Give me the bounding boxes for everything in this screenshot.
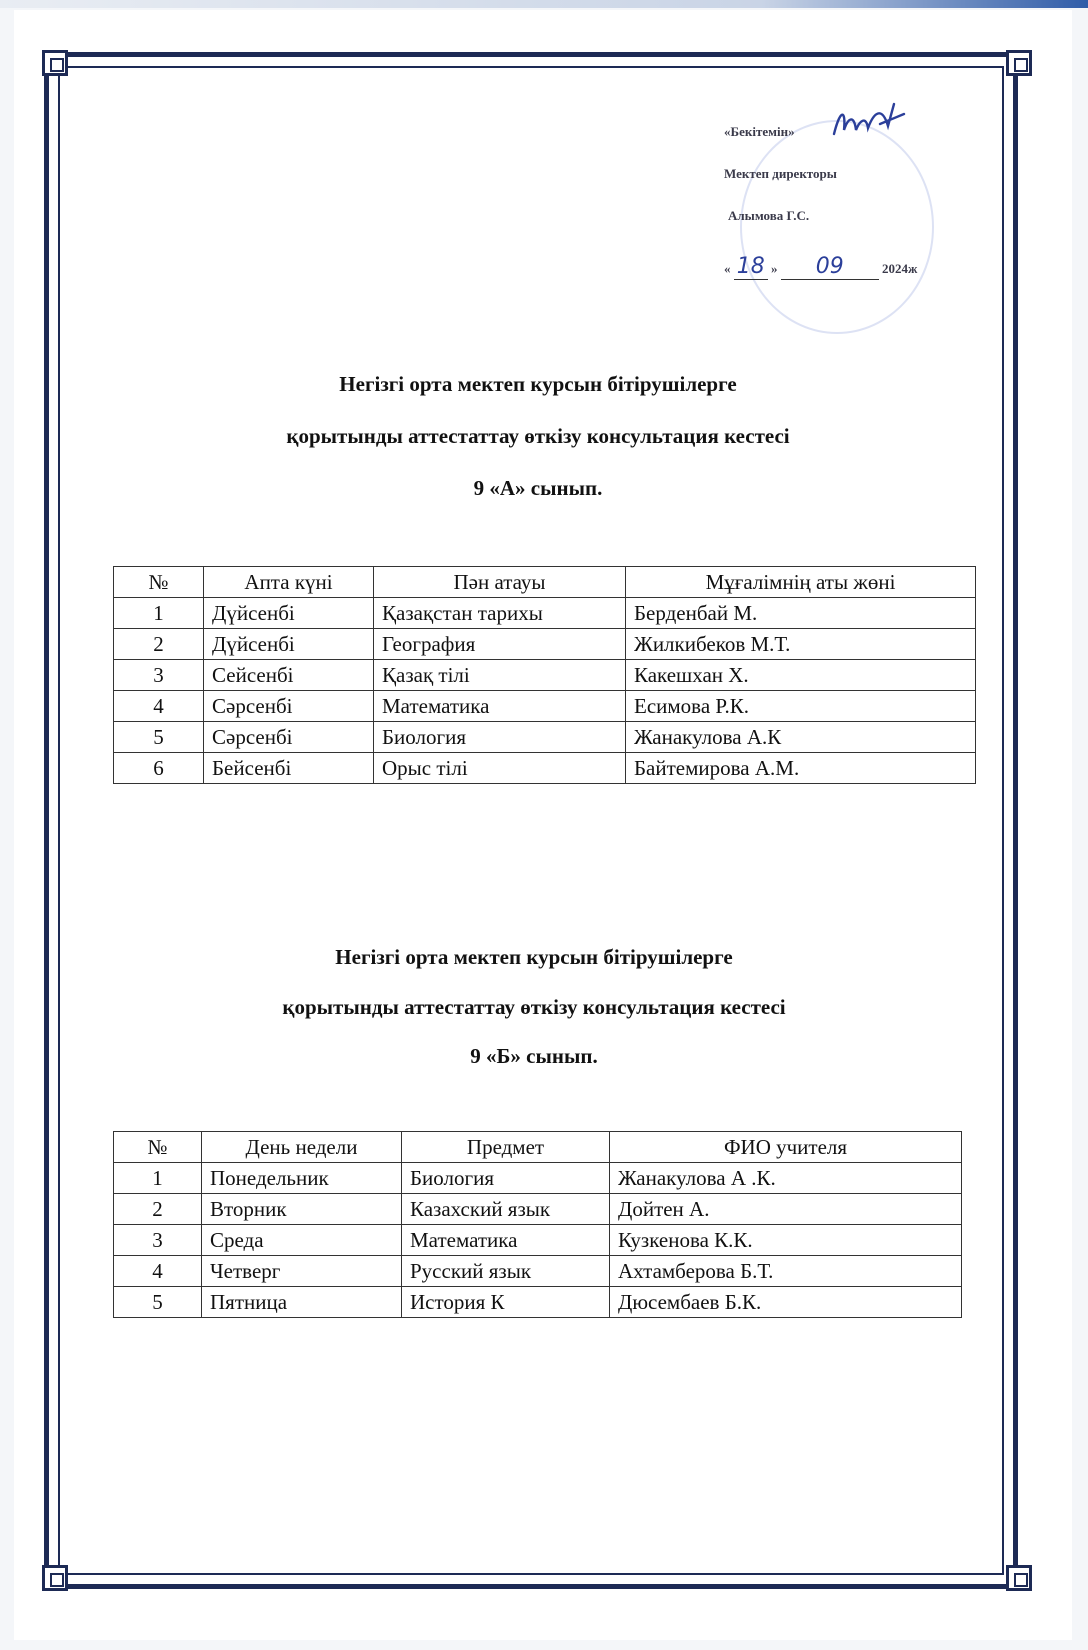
table-cell: Ахтамберова Б.Т. (610, 1256, 962, 1287)
row-number-cell: 1 (114, 598, 204, 629)
table-cell: Дүйсенбі (204, 598, 374, 629)
director-signature (830, 100, 910, 146)
table-cell: Қазақ тілі (374, 660, 626, 691)
row-number-cell: 1 (114, 1163, 202, 1194)
table-cell: Дойтен А. (610, 1194, 962, 1225)
date-year: 2024ж (882, 261, 918, 276)
row-number-cell: 2 (114, 1194, 202, 1225)
table-a-header-row (114, 567, 976, 598)
table-cell: Жанакулова А.К (626, 722, 976, 753)
table-row (114, 1194, 962, 1225)
border-corner-ornament (42, 1565, 68, 1591)
column-header: День недели (202, 1132, 402, 1163)
border-corner-ornament (42, 50, 68, 76)
table-cell: Қазақстан тарихы (374, 598, 626, 629)
column-header: Апта күні (204, 567, 374, 598)
approved-label: «Бекітемін» (724, 124, 795, 139)
row-number-cell: 6 (114, 753, 204, 784)
section-b-title-line2: қорытынды аттестаттау өткізу консультация кестесі (282, 995, 786, 1019)
column-header: № (114, 567, 204, 598)
table-row (114, 598, 976, 629)
row-number-cell: 5 (114, 1287, 202, 1318)
border-corner-ornament (1006, 1565, 1032, 1591)
table-cell: Какешхан Х. (626, 660, 976, 691)
row-number-cell: 2 (114, 629, 204, 660)
table-cell: Казахский язык (402, 1194, 610, 1225)
row-number-cell: 3 (114, 1225, 202, 1256)
table-cell: Сейсенбі (204, 660, 374, 691)
table-cell: Четверг (202, 1256, 402, 1287)
table-row (114, 1163, 962, 1194)
table-cell: Берденбай М. (626, 598, 976, 629)
row-number-cell: 4 (114, 691, 204, 722)
column-header: Предмет (402, 1132, 610, 1163)
column-header: Мұғалімнің аты жөні (626, 567, 976, 598)
table-cell: Биология (374, 722, 626, 753)
table-cell: Кузкенова К.К. (610, 1225, 962, 1256)
table-cell: Дүйсенбі (204, 629, 374, 660)
column-header: № (114, 1132, 202, 1163)
table-row (114, 691, 976, 722)
table-row (114, 1287, 962, 1318)
schedule-table-9a (113, 566, 976, 784)
table-row (114, 753, 976, 784)
table-row (114, 1256, 962, 1287)
column-header: Пән атауы (374, 567, 626, 598)
date-month: 09 (781, 254, 879, 280)
table-cell: Жанакулова А .К. (610, 1163, 962, 1194)
table-cell: Жилкибеков М.Т. (626, 629, 976, 660)
table-cell: Биология (402, 1163, 610, 1194)
table-cell: Пятница (202, 1287, 402, 1318)
table-cell: История К (402, 1287, 610, 1318)
table-row (114, 722, 976, 753)
row-number-cell: 3 (114, 660, 204, 691)
table-cell: Сәрсенбі (204, 722, 374, 753)
approval-date (724, 254, 917, 280)
table-cell: Математика (374, 691, 626, 722)
table-b-header-row (114, 1132, 962, 1163)
table-cell: Математика (402, 1225, 610, 1256)
table-cell: Байтемирова А.М. (626, 753, 976, 784)
section-a-class-label: 9 «А» сынып. (473, 476, 603, 500)
page-bottom-edge (0, 1628, 1088, 1650)
table-cell: География (374, 629, 626, 660)
table-cell: Дюсембаев Б.К. (610, 1287, 962, 1318)
director-position: Мектеп директоры (724, 166, 837, 181)
row-number-cell: 5 (114, 722, 204, 753)
table-cell: Орыс тілі (374, 753, 626, 784)
date-day: 18 (734, 254, 768, 280)
table-cell: Среда (202, 1225, 402, 1256)
table-cell: Бейсенбі (204, 753, 374, 784)
row-number-cell: 4 (114, 1256, 202, 1287)
table-row (114, 660, 976, 691)
date-quote-close: » (771, 261, 778, 276)
section-b-title-line1: Негізгі орта мектеп курсын бітірушілерге (335, 945, 733, 969)
column-header: ФИО учителя (610, 1132, 962, 1163)
table-cell: Сәрсенбі (204, 691, 374, 722)
table-cell: Есимова Р.К. (626, 691, 976, 722)
section-a-title-line1: Негізгі орта мектеп курсын бітірушілерге (339, 372, 737, 396)
director-name: Алымова Г.С. (728, 208, 810, 223)
table-cell: Русский язык (402, 1256, 610, 1287)
table-row (114, 629, 976, 660)
table-row (114, 1225, 962, 1256)
top-edge-strip (0, 0, 1088, 8)
section-a-title-line2: қорытынды аттестаттау өткізу консультация кестесі (286, 424, 790, 448)
table-cell: Вторник (202, 1194, 402, 1225)
schedule-table-9b (113, 1131, 962, 1318)
section-b-class-label: 9 «Б» сынып. (470, 1044, 598, 1068)
table-cell: Понедельник (202, 1163, 402, 1194)
border-corner-ornament (1006, 50, 1032, 76)
school-seal-stamp (740, 120, 934, 334)
date-quote-open: « (724, 261, 731, 276)
